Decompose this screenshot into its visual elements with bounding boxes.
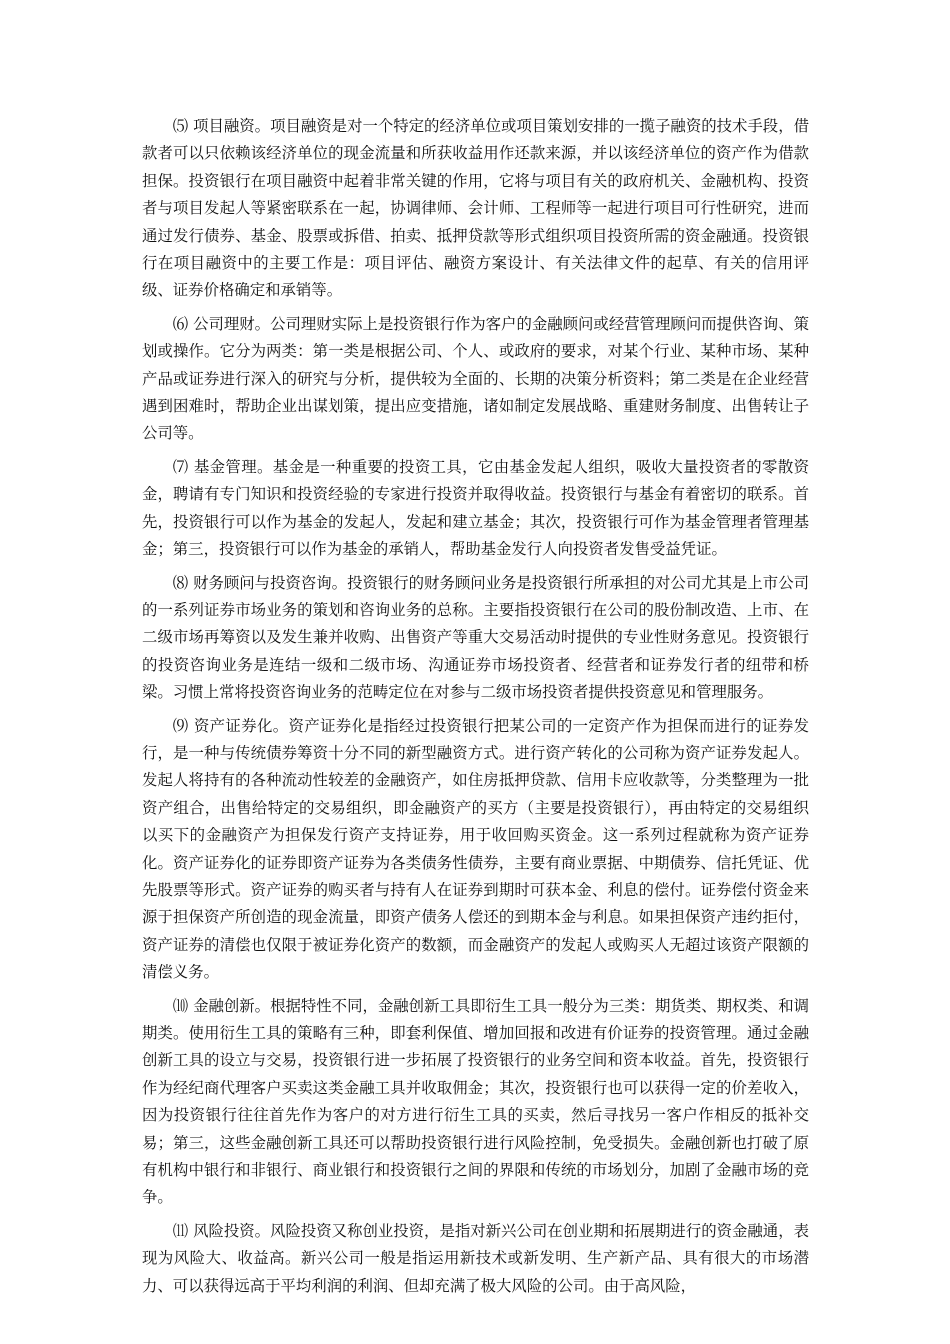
paragraph-project-financing: ⑸ 项目融资。项目融资是对一个特定的经济单位或项目策划安排的一揽子融资的技术手段，借款者可以只依赖该经济单位的现金流量和所获收益用作还款来源，并以该经济单位的资产作为借款担保。投资银行在项目融资中起着非常关键的作用，它将与项目有关的政府机关、金融机构、投资者与项目发起人等紧密联系在一起，协调律师、会计师、工程师等一起进行项目可行性研究，进而通过发行债券、基金、股票或拆借、拍卖、抵押贷款等形式组织项目投资所需的资金融通。投资银行在项目融资中的主要工作是：项目评估、融资方案设计、有关法律文件的起草、有关的信用评级、证券价格确定和承销等。 xyxy=(142,117,809,300)
paragraph-asset-securitization: ⑼ 资产证券化。资产证券化是指经过投资银行把某公司的一定资产作为担保而进行的证券发行，是一种与传统债券筹资十分不同的新型融资方式。进行资产转化的公司称为资产证券发起人。发起人将持有的各种流动性较差的金融资产，如住房抵押贷款、信用卡应收款等，分类整理为一批资产组合，出售给特定的交易组织，即金融资产的买方（主要是投资银行），再由特定的交易组织以买下的金融资产为担保发行资产支持证券，用于收回购买资金。这一系列过程就称为资产证券化。资产证券化的证券即资产证券为各类债务性债券，主要有商业票据、中期债券、信托凭证、优先股票等形式。资产证券的购买者与持有人在证券到期时可获本金、利息的偿付。证券偿付资金来源于担保资产所创造的现金流量，即资产债务人偿还的到期本金与利息。如果担保资产违约拒付，资产证券的清偿也仅限于被证券化资产的数额，而金融资产的发起人或购买人无超过该资产限额的清偿义务。 xyxy=(142,716,809,982)
document-body xyxy=(142,113,809,1306)
paragraph-financial-innovation: ⑽ 金融创新。根据特性不同，金融创新工具即衍生工具一般分为三类：期货类、期权类、和调期类。使用衍生工具的策略有三种，即套利保值、增加回报和改进有价证券的投资管理。通过金融创新工具的设立与交易，投资银行进一步拓展了投资银行的业务空间和资本收益。首先，投资银行作为经纪商代理客户买卖这类金融工具并收取佣金；其次，投资银行也可以获得一定的价差收入，因为投资银行往往首先作为客户的对方进行衍生工具的买卖，然后寻找另一客户作相反的抵补交易；第三，这些金融创新工具还可以帮助投资银行进行风险控制，免受损失。金融创新也打破了原有机构中银行和非银行、商业银行和投资银行之间的界限和传统的市场划分，加剧了金融市场的竞争。 xyxy=(142,996,809,1207)
paragraph-corporate-finance: ⑹ 公司理财。公司理财实际上是投资银行作为客户的金融顾问或经营管理顾问而提供咨询、策划或操作。它分为两类：第一类是根据公司、个人、或政府的要求，对某个行业、某种市场、某种产品或证券进行深入的研究与分析，提供较为全面的、长期的决策分析资料；第二类是在企业经营遇到困难时，帮助企业出谋划策，提出应变措施，诸如制定发展战略、重建财务制度、出售转让子公司等。 xyxy=(142,314,809,443)
paragraph-financial-advisory: ⑻ 财务顾问与投资咨询。投资银行的财务顾问业务是投资银行所承担的对公司尤其是上市公司的一系列证券市场业务的策划和咨询业务的总称。主要指投资银行在公司的股份制改造、上市、在二级市场再筹资以及发生兼并收购、出售资产等重大交易活动时提供的专业性财务意见。投资银行的投资咨询业务是连结一级和二级市场、沟通证券市场投资者、经营者和证券发行者的纽带和桥梁。习惯上常将投资咨询业务的范畴定位在对参与二级市场投资者提供投资意见和管理服务。 xyxy=(142,573,809,702)
paragraph-venture-capital: ⑾ 风险投资。风险投资又称创业投资，是指对新兴公司在创业期和拓展期进行的资金融通，表现为风险大、收益高。新兴公司一般是指运用新技术或新发明、生产新产品、具有很大的市场潜力、可以获得远高于平均利润的利润、但却充满了极大风险的公司。由于高风险， xyxy=(142,1221,809,1295)
paragraph-fund-management: ⑺ 基金管理。基金是一种重要的投资工具，它由基金发起人组织，吸收大量投资者的零散资金，聘请有专门知识和投资经验的专家进行投资并取得收益。投资银行与基金有着密切的联系。首先，投资银行可以作为基金的发起人，发起和建立基金；其次，投资银行可作为基金管理者管理基金；第三，投资银行可以作为基金的承销人，帮助基金发行人向投资者发售受益凭证。 xyxy=(142,457,809,559)
